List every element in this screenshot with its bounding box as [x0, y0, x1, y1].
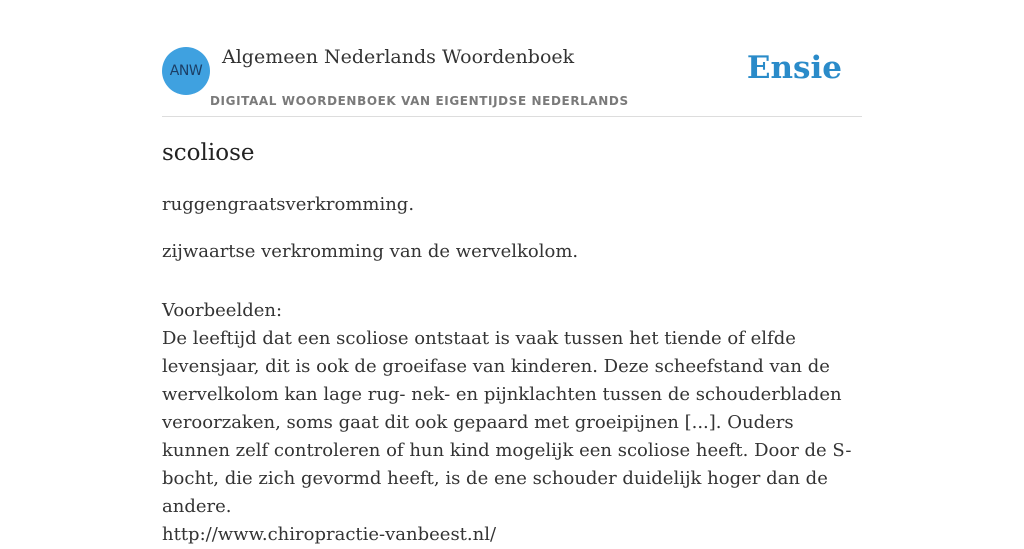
- site-header: [162, 0, 862, 117]
- definition: ruggengraatsverkromming.: [162, 194, 415, 215]
- definition-secondary: zijwaartse verkromming van de wervelkolom.: [162, 241, 579, 262]
- page: [162, 0, 862, 545]
- logo-text: ANW: [169, 63, 203, 79]
- examples-source-link[interactable]: http://www.chiropractie-vanbeest.nl/: [162, 524, 497, 545]
- ensie-brand-link[interactable]: Ensie: [746, 50, 842, 86]
- examples-text: De leeftijd dat een scoliose ontstaat is vaak tussen het tiende of elfde levensjaar, dit is ook de groeifase van kinderen. Deze scheefstand van de wervelkolom kan lage rug- nek- en pijnklachten tussen de schouderbladen veroorzaken, soms gaat dit ook gepaard met groeipijnen [...]. Ouders kunnen zelf controleren of hun kind mogelijk een scoliose heeft. Door de S-bocht, die zich gevormd heeft, is de ene schouder duidelijk hoger dan de andere.: [162, 328, 852, 517]
- dictionary-subtitle: DIGITAAL WOORDENBOEK VAN EIGENTIJDSE NEDERLANDS: [210, 94, 629, 108]
- headword: scoliose: [162, 140, 255, 166]
- examples-block: [162, 297, 862, 549]
- anw-logo[interactable]: [162, 47, 210, 95]
- examples-label: Voorbeelden:: [162, 300, 283, 321]
- dictionary-title[interactable]: Algemeen Nederlands Woordenboek: [222, 46, 575, 68]
